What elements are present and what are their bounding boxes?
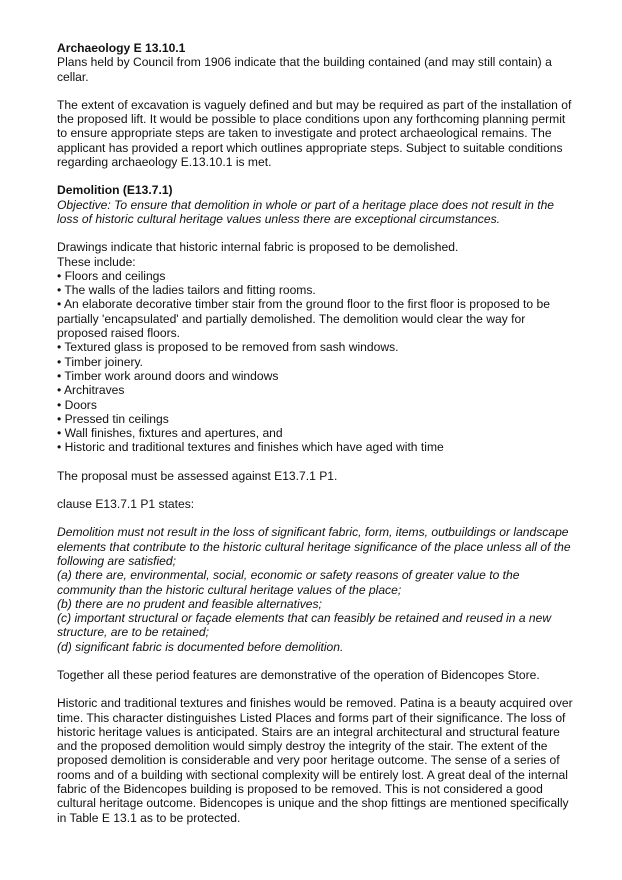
demolition-intro-1: Drawings indicate that historic internal fabric is proposed to be demolished.	[57, 240, 459, 255]
archaeology-para-2: The extent of excavation is vaguely defined and but may be required as part of the installation of the proposed lift. It would be possible to place conditions upon any forthcoming planning permit to ensure appropriate steps are taken to investigate and protect archaeological remains. The applicant has provided a report which outlines appropriate steps. Subject to suitable conditions regarding archaeology E.13.10.1 is met.	[57, 97, 572, 170]
archaeology-para-1: Plans held by Council from 1906 indicate that the building contained (and may still contain) a cellar.	[57, 55, 552, 84]
list-item: • Historic and traditional textures and finishes which have aged with time	[57, 440, 444, 455]
clause-line: (d) significant fabric is documented before demolition.	[57, 639, 344, 654]
demolition-item-list	[57, 269, 577, 455]
clause-line: (c) important structural or façade elements that can feasibly be retained and reused in a new structure, are to be retained;	[57, 611, 552, 640]
list-item: • Timber work around doors and windows	[57, 368, 279, 383]
list-item: • Textured glass is proposed to be removed from sash windows.	[57, 340, 399, 355]
list-item: • Doors	[57, 397, 97, 412]
document-page	[57, 41, 577, 825]
bullet-icon: •	[57, 426, 62, 441]
demolition-objective: Objective: To ensure that demolition in whole or part of a heritage place does not result in the loss of historic cultural heritage values unless there are exceptional circumstances.	[57, 197, 555, 226]
bullet-icon: •	[57, 297, 62, 312]
bullet-icon: •	[57, 283, 62, 298]
list-item: • Timber joinery.	[57, 354, 144, 369]
list-item: • An elaborate decorative timber stair from the ground floor to the first floor is proposed to be partially 'encapsulated' and partially demolished. The demolition would clear the way for proposed raised floors.	[57, 297, 550, 341]
bullet-icon: •	[57, 368, 62, 383]
clause-line: Demolition must not result in the loss of significant fabric, form, items, outbuildings or landscape elements that contribute to the historic cultural heritage significance of the place unless all of the following are satisfied;	[57, 525, 571, 568]
bullet-icon: •	[57, 411, 62, 426]
list-item: • Pressed tin ceilings	[57, 411, 169, 426]
list-item: • Wall finishes, fixtures and apertures, and	[57, 426, 283, 441]
bullet-icon: •	[57, 440, 62, 455]
final-paragraph: Historic and traditional textures and finishes would be removed. Patina is a beauty acquired over time. This character distinguishes Listed Places and forms part of their significance. The loss of historic heritage values is anticipated. Stairs are an integral architectural and structural feature and the proposed demolition would simply destroy the integrity of the stair. The extent of the proposed demolition is considerable and very poor heritage outcome. The sense of a series of rooms and of a building with sectional complexity will be entirely lost. A great deal of the internal fabric of the Bidencopes building is proposed to be removed. This is not considered a good cultural heritage outcome. Bidencopes is unique and the shop fittings are mentioned specifically in Table E 13.1 as to be protected.	[57, 696, 573, 825]
bullet-icon: •	[57, 397, 62, 412]
clause-text	[57, 525, 577, 654]
archaeology-heading: Archaeology E 13.10.1	[57, 41, 186, 55]
bullet-icon: •	[57, 340, 62, 355]
list-item: • Floors and ceilings	[57, 268, 166, 283]
clause-intro: clause E13.7.1 P1 states:	[57, 497, 195, 512]
together-statement: Together all these period features are demonstrative of the operation of Bidencopes Store.	[57, 667, 540, 682]
clause-line: (b) there are no prudent and feasible alternatives;	[57, 596, 322, 611]
bullet-icon: •	[57, 268, 62, 283]
bullet-icon: •	[57, 354, 62, 369]
list-item: • The walls of the ladies tailors and fitting rooms.	[57, 283, 316, 298]
list-item: • Architraves	[57, 383, 125, 398]
demolition-heading: Demolition (E13.7.1)	[57, 183, 173, 198]
assessment-statement: The proposal must be assessed against E13.7.1 P1.	[57, 468, 338, 483]
demolition-intro-2: These include:	[57, 254, 136, 269]
clause-line: (a) there are, environmental, social, economic or safety reasons of greater value to the community than the historic cultural heritage values of the place;	[57, 568, 520, 597]
bullet-icon: •	[57, 383, 62, 398]
